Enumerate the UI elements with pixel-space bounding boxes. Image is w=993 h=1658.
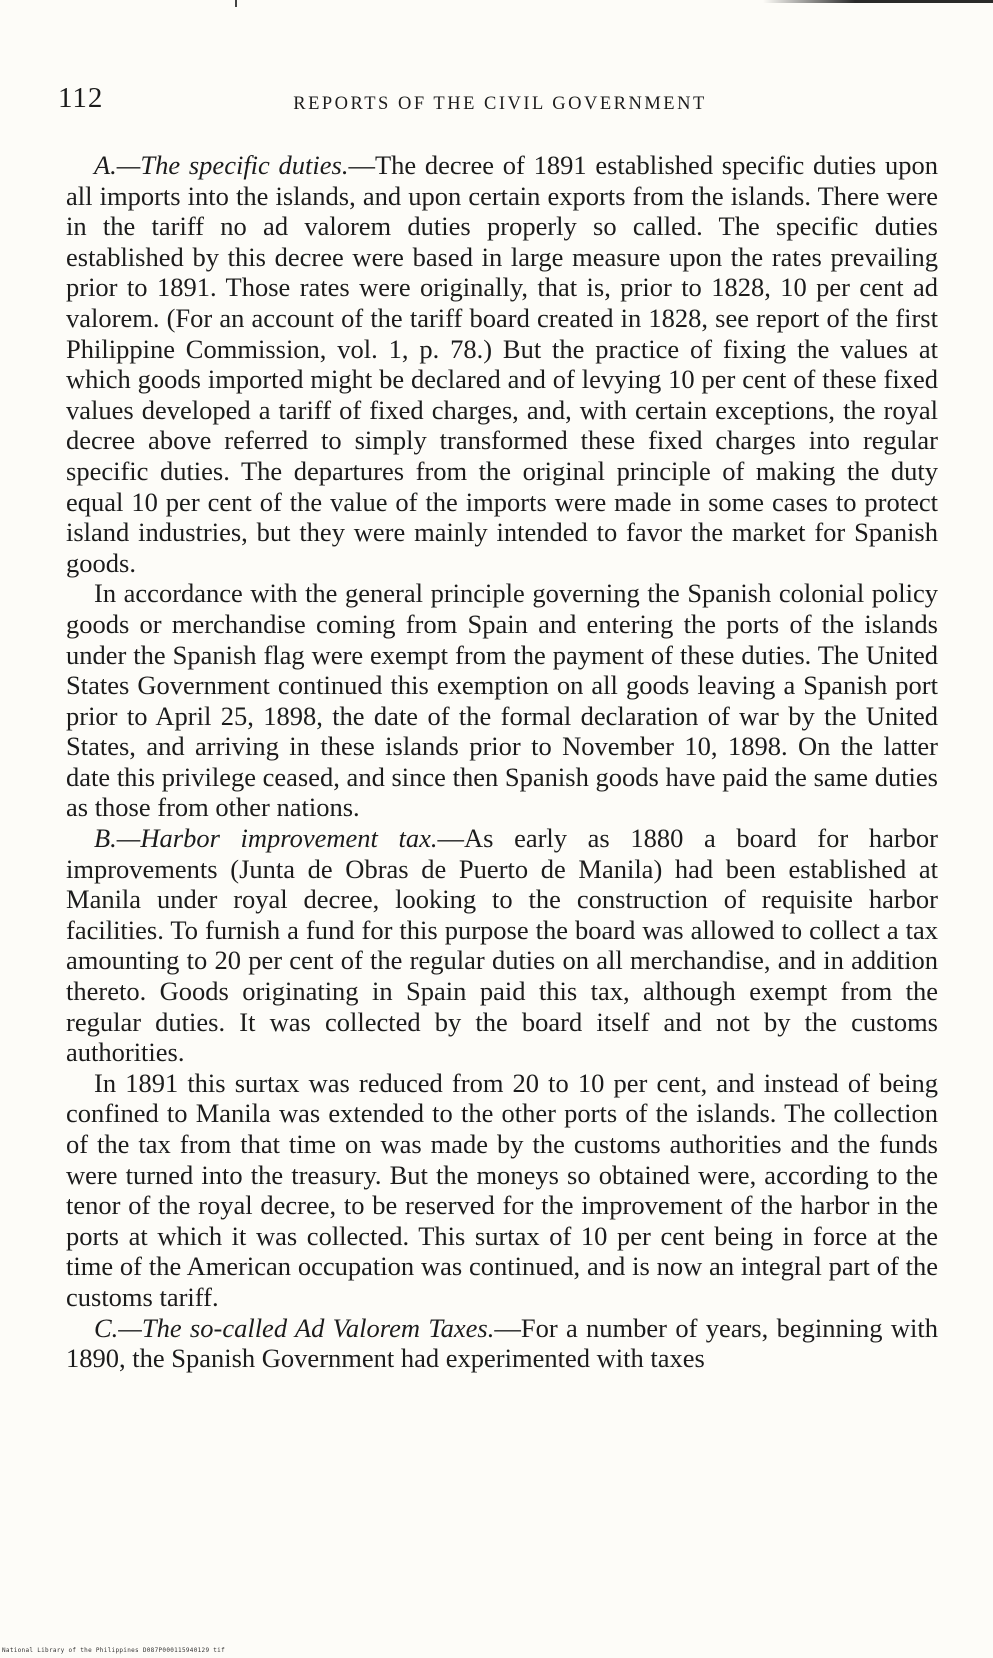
- body-text: [66, 150, 938, 1374]
- paragraph-exemption: [66, 578, 938, 823]
- paragraph-harbor-tax: [66, 823, 938, 1068]
- paragraph-text: —The decree of 1891 established specific duties upon all imports into the islands, and upon certain exports from the islands. There were in the tariff no ad valorem duties properly so called. The specific duties established by this decree were based in large measure upon the rates prevailing prior to 1891. Those rates were originally, that is, prior to 1828, 10 per cent ad valorem. (For an account of the tariff board created in 1828, see report of the first Philippine Commission, vol. 1, p. 78.) But the practice of fixing the values at which goods imported might be declared and of levying 10 per cent of these fixed values developed a tariff of fixed charges, and, with certain exceptions, the royal decree above referred to simply transformed these fixed charges into regular specific duties. The departures from the original principle of making the duty equal 10 per cent of the value of the imports were made in some cases to protect island industries, but they were mainly intended to favor the market for Spanish goods.: [66, 150, 938, 578]
- running-head: REPORTS OF THE CIVIL GOVERNMENT: [293, 94, 707, 114]
- paragraph-text: —As early as 1880 a board for harbor improvements (Junta de Obras de Puerto de Manila) had been established at Manila under royal decree, looking to the construction of requisite harbor facilities. To furnish a fund for this purpose the board was allowed to collect a tax amounting to 20 per cent of the regular duties on all merchandise, and in addition thereto. Goods originating in Spain paid this tax, although exempt from the regular duties. It was collected by the board itself and not by the customs authorities.: [66, 823, 938, 1068]
- scan-tick-mark: [235, 0, 237, 7]
- paragraph-heading: A.—The specific duties.: [94, 150, 349, 180]
- scan-edge-mark: [763, 0, 993, 3]
- paragraph-heading: B.—Harbor improvement tax.: [94, 823, 438, 854]
- page-number: 112: [58, 82, 104, 114]
- paragraph-ad-valorem: [66, 1313, 938, 1374]
- paragraph-text: In accordance with the general principle governing the Spanish colonial policy goods or merchandise coming from Spain and entering the ports of the islands under the Spanish flag were exempt from the payment of these duties. The United States Government continued this exemption on all goods leaving a Spanish port prior to April 25, 1898, the date of the formal declaration of war by the United States, and arriving in these islands prior to November 10, 1898. On the latter date this privilege ceased, and since then Spanish goods have paid the same duties as those from other nations.: [66, 578, 938, 823]
- footer-credit: National Library of the Philippines D087P000115940129 tif: [2, 1647, 226, 1654]
- paragraph-text: —For a number of years, beginning with 1890, the Spanish Government had experimented with taxes: [66, 1312, 938, 1374]
- paragraph-surtax: [66, 1068, 938, 1313]
- paragraph-heading: C.—The so-called Ad Valorem Taxes.: [94, 1312, 495, 1343]
- paragraph-text: In 1891 this surtax was reduced from 20 to 10 per cent, and instead of being confined to Manila was extended to the other ports of the islands. The collection of the tax from that time on was made by the customs authorities and the funds were turned into the treasury. But the moneys so obtained were, according to the tenor of the royal decree, to be reserved for the improvement of the harbor in the ports at which it was collected. This surtax of 10 per cent being in force at the time of the American occupation was continued, and is now an integral part of the customs tariff.: [66, 1067, 938, 1312]
- paragraph-specific-duties: [66, 150, 938, 578]
